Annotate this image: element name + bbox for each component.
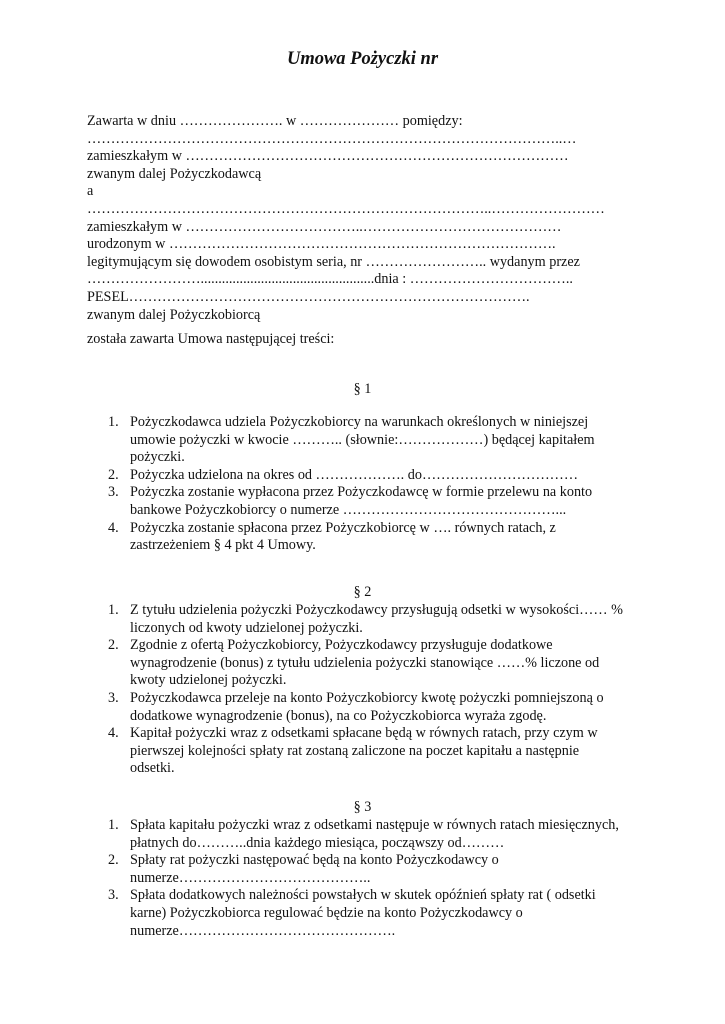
header-line: PESEL………………………………………………………………………….	[87, 288, 530, 305]
item-number: 2.	[108, 466, 119, 483]
item-number: 2.	[108, 637, 119, 654]
item-line: dodatkowe wynagrodzenie (bonus), na co Pożyczkobiorca wyraża zgodę.	[130, 707, 547, 724]
item-number: 2.	[108, 852, 119, 869]
list-item	[108, 519, 650, 555]
item-number: 3.	[108, 689, 119, 706]
item-line: Pożyczka zostanie spłacona przez Pożyczkobiorcę w …. równych ratach, z	[130, 519, 556, 536]
header-line: Zawarta w dniu …………………. w ………………… pomiędzy:	[87, 113, 463, 129]
list-item	[108, 484, 650, 519]
item-line: numerze…………………………………..	[130, 869, 371, 886]
item-line: bankowe Pożyczkobiorcy o numerze ………………………………………...	[130, 501, 567, 518]
item-line: Pożyczkodawca przeleje na konto Pożyczkobiorcy kwotę pożyczki pomniejszoną o	[130, 689, 604, 706]
item-number: 1.	[108, 414, 119, 430]
list-item	[108, 637, 650, 690]
header-line: legitymującym się dowodem osobistym seria, nr …………………….. wydanym przez	[87, 253, 580, 270]
item-line: Spłaty rat pożyczki następować będą na konto Pożyczkodawcy o	[130, 852, 499, 869]
item-number: 4.	[108, 725, 119, 742]
header-line: …………………….................................................dnia : ……………………………..	[87, 271, 573, 288]
list-item	[108, 852, 650, 887]
header-line: …………………………………………………………………………..……………………	[87, 200, 605, 217]
document-title: Umowa Pożyczki nr	[286, 49, 439, 69]
item-number: 1.	[108, 602, 119, 618]
item-line: Zgodnie z ofertą Pożyczkobiorcy, Pożyczkodawcy przysługuje dodatkowe	[130, 637, 553, 654]
intro-text: została zawarta Umowa następującej treści:	[87, 331, 335, 347]
list-item	[108, 689, 650, 725]
header-line: zamieszkałym w ………………………………………………………………………	[87, 148, 569, 165]
item-number: 4.	[108, 519, 119, 536]
item-line: karne) Pożyczkobiorca regulować będzie na konto Pożyczkodawcy o	[130, 904, 523, 921]
item-line: umowie pożyczki w kwocie ……….. (słownie:………………) będącej kapitałem	[130, 431, 595, 448]
item-number: 3.	[108, 484, 119, 501]
item-line: Spłata kapitału pożyczki wraz z odsetkami następuje w równych ratach miesięcznych,	[130, 817, 619, 833]
header-line: urodzonym w ……………………………………………………………………….	[87, 236, 556, 253]
list-item	[108, 887, 650, 940]
header-line: a	[87, 183, 94, 200]
item-line: wynagrodzenie (bonus) z tytułu udzielenia pożyczki stanowiące ……% liczone od	[130, 654, 600, 671]
list-item	[108, 725, 650, 778]
header-line: zwanym dalej Pożyczkodawcą	[87, 165, 262, 182]
item-line: pierwszej kolejności spłaty rat zostaną zaliczone na poczet kapitału a następnie	[130, 742, 580, 759]
list-item	[108, 602, 650, 637]
section-1-list	[108, 414, 650, 555]
item-line: kwoty udzielonej pożyczki.	[130, 672, 287, 689]
section-heading: § 2	[353, 584, 372, 600]
item-number: 3.	[108, 887, 119, 904]
section-heading: § 3	[353, 799, 372, 815]
header-line: zwanym dalej Pożyczkobiorcą	[87, 306, 261, 323]
item-line: liczonych od kwoty udzielonej pożyczki.	[130, 619, 363, 636]
header-line: zamieszkałym w ………………………………..……………………………………	[87, 218, 562, 235]
section-3-list	[108, 817, 650, 940]
item-line: Pożyczkodawca udziela Pożyczkobiorcy na warunkach określonych w niniejszej	[130, 414, 589, 430]
parties-block	[87, 113, 647, 324]
list-item	[108, 414, 650, 467]
item-line: pożyczki.	[130, 449, 185, 466]
item-line: Pożyczka zostanie wypłacona przez Pożyczkodawcę w formie przelewu na konto	[130, 484, 593, 501]
item-line: zastrzeżeniem § 4 pkt 4 Umowy.	[130, 537, 316, 554]
list-item	[108, 466, 650, 485]
section-2-list	[108, 602, 650, 778]
item-number: 1.	[108, 817, 119, 833]
item-line: odsetki.	[130, 760, 175, 777]
item-line: Pożyczka udzielona na okres od ………………. do……………………………	[130, 466, 579, 483]
item-line: Spłata dodatkowych należności powstałych w skutek opóźnień spłaty rat ( odsetki	[130, 887, 596, 904]
item-line: Z tytułu udzielenia pożyczki Pożyczkodawcy przysługują odsetki w wysokości…… %	[130, 602, 623, 618]
section-heading: § 1	[353, 381, 372, 397]
item-line: numerze……………………………………….	[130, 922, 396, 939]
list-item	[108, 817, 650, 852]
item-line: płatnych do………..dnia każdego miesiąca, począwszy od………	[130, 834, 505, 851]
header-line: ………………………………………………………………………………………..…	[87, 130, 577, 147]
item-line: Kapitał pożyczki wraz z odsetkami spłacane będą w równych ratach, przy czym w	[130, 725, 598, 742]
